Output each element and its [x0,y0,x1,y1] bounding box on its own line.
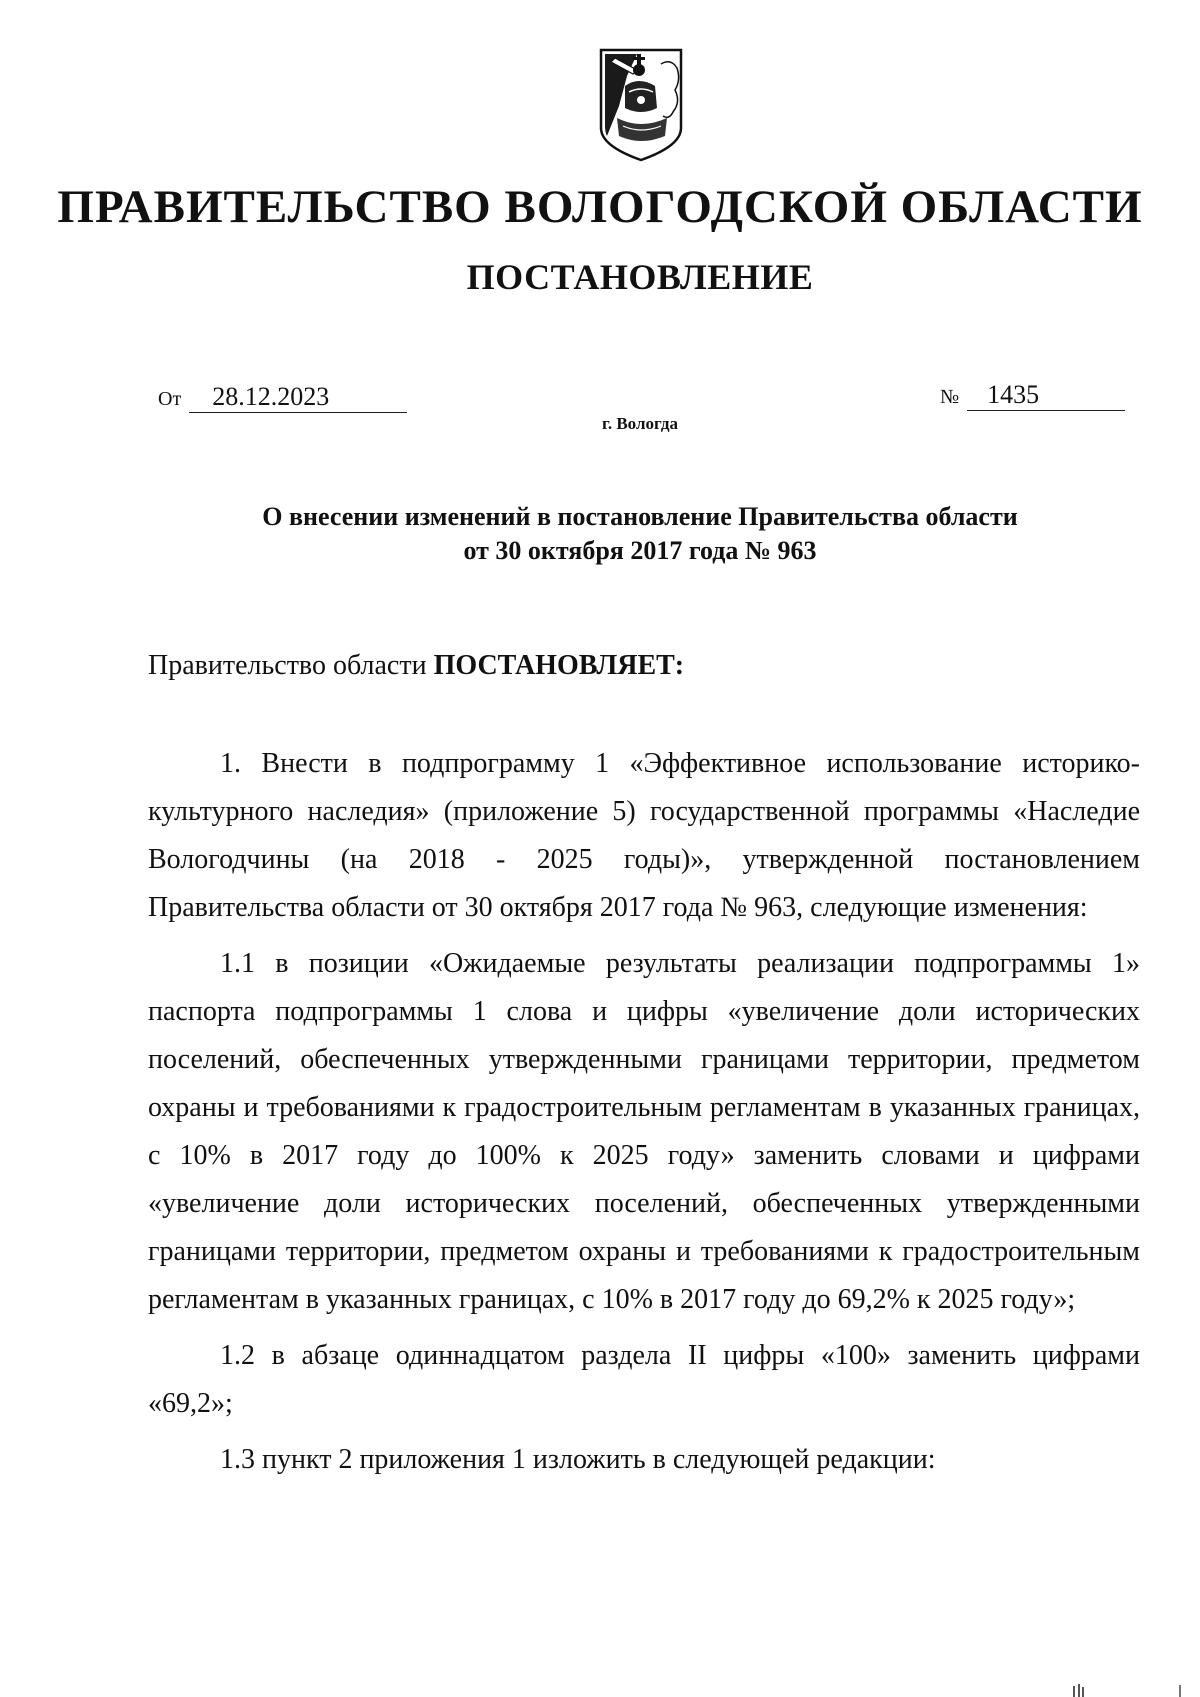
date-prefix: От [158,388,182,410]
preamble [148,650,684,682]
number-sign: № [940,386,960,408]
paragraph: 1.3 пункт 2 приложения 1 изложить в следующей редакции: [220,1444,936,1475]
document-date: 28.12.2023 [189,382,407,413]
preamble-emphasis: ПОСТАНОВЛЯЕТ: [433,650,685,681]
organization-title: ПРАВИТЕЛЬСТВО ВОЛОГОДСКОЙ ОБЛАСТИ [57,181,1143,233]
vologda-coat-of-arms-icon [597,46,685,164]
number-block [940,380,1125,411]
document-type: ПОСТАНОВЛЕНИЕ [466,257,814,297]
subject-line: от 30 октября 2017 года № 963 [463,536,817,565]
scan-artifact-marks [1073,1684,1183,1697]
paragraph: 1.2 в абзаце одиннадцатом раздела II цифры «100» заменить цифрами «69,2»; [148,1340,1140,1419]
document-number: 1435 [967,380,1125,411]
document-body [148,740,1140,1484]
document-subject [0,500,1200,568]
subject-line: О внесении изменений в постановление Правительства области [262,502,1018,531]
paragraph: 1. Внести в подпрограмму 1 «Эффективное использование историко-культурного наследия» (приложение 5) государственной программы «Наследие Вологодчины (на 2018 - 2025 годы)», утвержденной постановлением Правительства области от 30 октября 2017 года № 963, следующие изменения: [148,748,1140,923]
paragraph: 1.1 в позиции «Ожидаемые результаты реализации подпрограммы 1» паспорта подпрограммы 1 слова и цифры «увеличение доли исторических поселений, обеспеченных утвержденными границами территории, предметом охраны и требованиями к градостроительным регламентам в указанных границах, с 10% в 2017 году до 100% к 2025 году» заменить словами и цифрами «увеличение доли исторических поселений, обеспеченных утвержденными границами территории, предметом охраны и требованиями к градостроительным регламентам в указанных границах, с 10% в 2017 году до 69,2% к 2025 году»; [148,948,1140,1315]
date-block [158,382,407,413]
city-label: г. Вологда [602,414,678,433]
preamble-text: Правительство области [148,650,434,681]
